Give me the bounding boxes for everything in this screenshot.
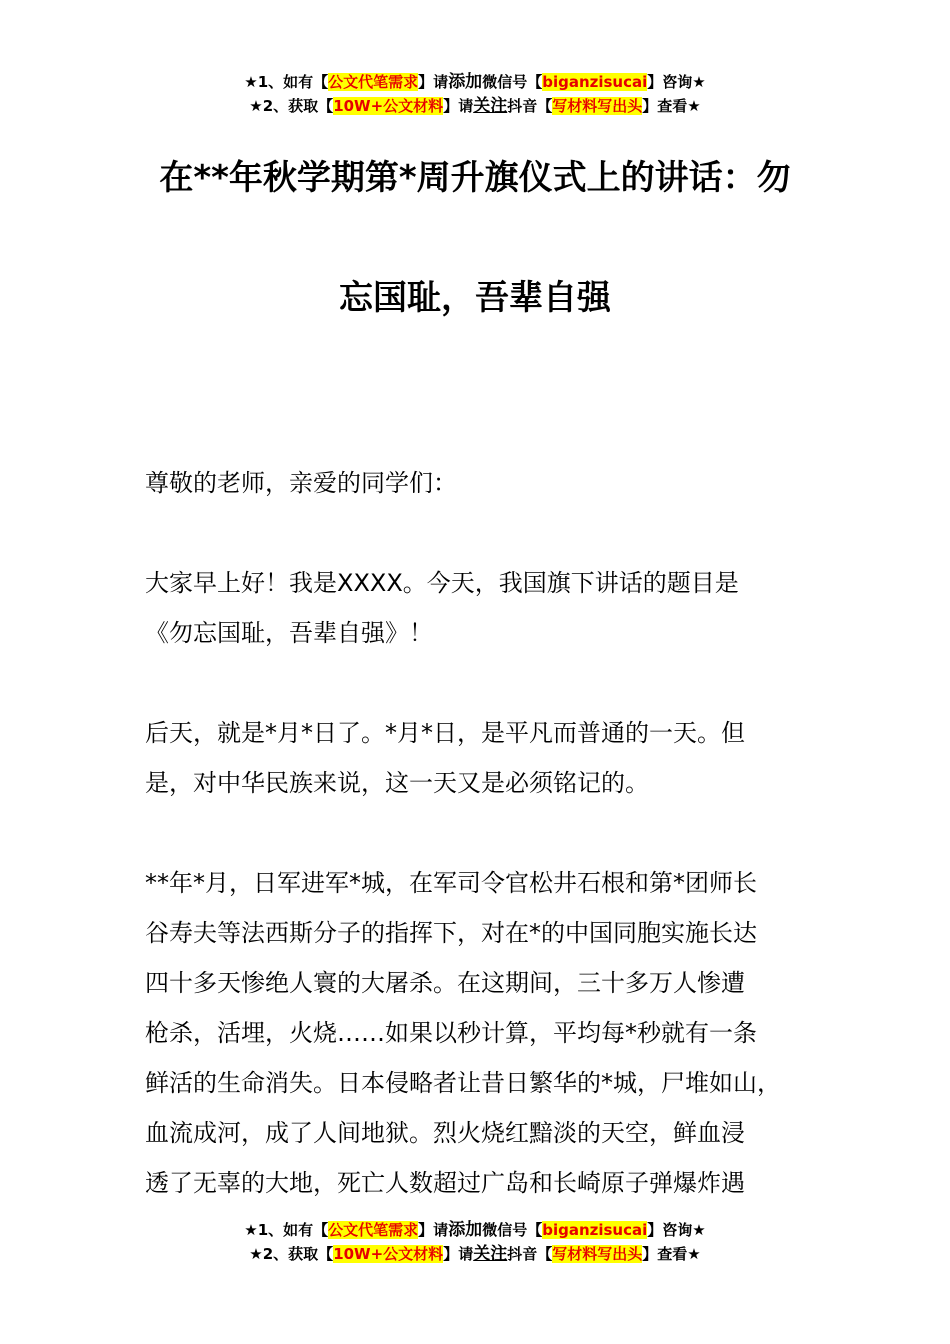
text-line: **年*月，日军进军*城，在军司令官松井石根和第*团师长 <box>145 869 757 897</box>
text-line: 后天，就是*月*日了。*月*日，是平凡而普通的一天。但 <box>145 719 745 747</box>
banner-emphasis: 关注 <box>473 1244 508 1264</box>
text-line: 大家早上好！我是XXXX。今天，我国旗下讲话的题目是 <box>145 569 739 597</box>
banner-text: 微信号【 <box>482 1221 543 1239</box>
text-line: 枪杀，活埋，火烧……如果以秒计算，平均每*秒就有一条 <box>145 1019 757 1047</box>
banner-highlight: 公文代笔需求 <box>328 73 419 91</box>
banner-line-2 <box>0 94 950 118</box>
text-line: 血流成河，成了人间地狱。烈火烧红黯淡的天空，鲜血浸 <box>145 1119 745 1147</box>
banner-emphasis: 关注 <box>473 96 508 116</box>
paragraph-salutation <box>145 458 835 508</box>
banner-emphasis: 添加 <box>448 1220 483 1240</box>
document-title-line-1: 在**年秋学期第*周升旗仪式上的讲话：勿 <box>159 158 791 198</box>
banner-text: 】请 <box>418 73 449 91</box>
banner-text: 】查看★ <box>642 1245 701 1263</box>
banner-text: ★2、获取【 <box>249 97 334 115</box>
paragraph-date <box>145 708 835 808</box>
banner-text: 】请 <box>443 97 474 115</box>
text-line: 《勿忘国耻，吾辈自强》！ <box>145 619 433 647</box>
banner-highlight: 写材料写出头 <box>552 97 643 115</box>
banner-text: ★2、获取【 <box>249 1245 334 1263</box>
document-body <box>145 458 835 1258</box>
banner-highlight: 10W+公文材料 <box>333 97 444 115</box>
top-banner <box>0 70 950 118</box>
banner-highlight: biganzisucai <box>542 73 648 91</box>
text-line: 四十多天惨绝人寰的大屠杀。在这期间，三十多万人惨遭 <box>145 969 745 997</box>
text-line: 鲜活的生命消失。日本侵略者让昔日繁华的*城，尸堆如山， <box>145 1069 781 1097</box>
banner-line-1 <box>0 70 950 94</box>
text-line: 尊敬的老师，亲爱的同学们： <box>145 469 457 497</box>
banner-line-2 <box>0 1242 950 1266</box>
text-line: 是，对中华民族来说，这一天又是必须铭记的。 <box>145 769 649 797</box>
text-line: 谷寿夫等法西斯分子的指挥下，对在*的中国同胞实施长达 <box>145 919 757 947</box>
banner-highlight: 公文代笔需求 <box>328 1221 419 1239</box>
banner-text: ★1、如有【 <box>244 1221 329 1239</box>
paragraph-greeting <box>145 558 835 658</box>
banner-text: 】查看★ <box>642 97 701 115</box>
banner-text: 】咨询★ <box>647 1221 706 1239</box>
banner-text: 】请 <box>418 1221 449 1239</box>
banner-text: 微信号【 <box>482 73 543 91</box>
bottom-banner <box>0 1218 950 1266</box>
banner-text: 】请 <box>443 1245 474 1263</box>
paragraph-history <box>145 858 835 1208</box>
text-line: 透了无辜的大地，死亡人数超过广岛和长崎原子弹爆炸遇 <box>145 1169 745 1197</box>
banner-line-1 <box>0 1218 950 1242</box>
banner-highlight: 10W+公文材料 <box>333 1245 444 1263</box>
banner-emphasis: 添加 <box>448 72 483 92</box>
banner-highlight: biganzisucai <box>542 1221 648 1239</box>
document-title-line-2: 忘国耻，吾辈自强 <box>339 278 611 318</box>
banner-text: 】咨询★ <box>647 73 706 91</box>
banner-highlight: 写材料写出头 <box>552 1245 643 1263</box>
banner-text: 抖音【 <box>507 97 553 115</box>
banner-text: ★1、如有【 <box>244 73 329 91</box>
banner-text: 抖音【 <box>507 1245 553 1263</box>
